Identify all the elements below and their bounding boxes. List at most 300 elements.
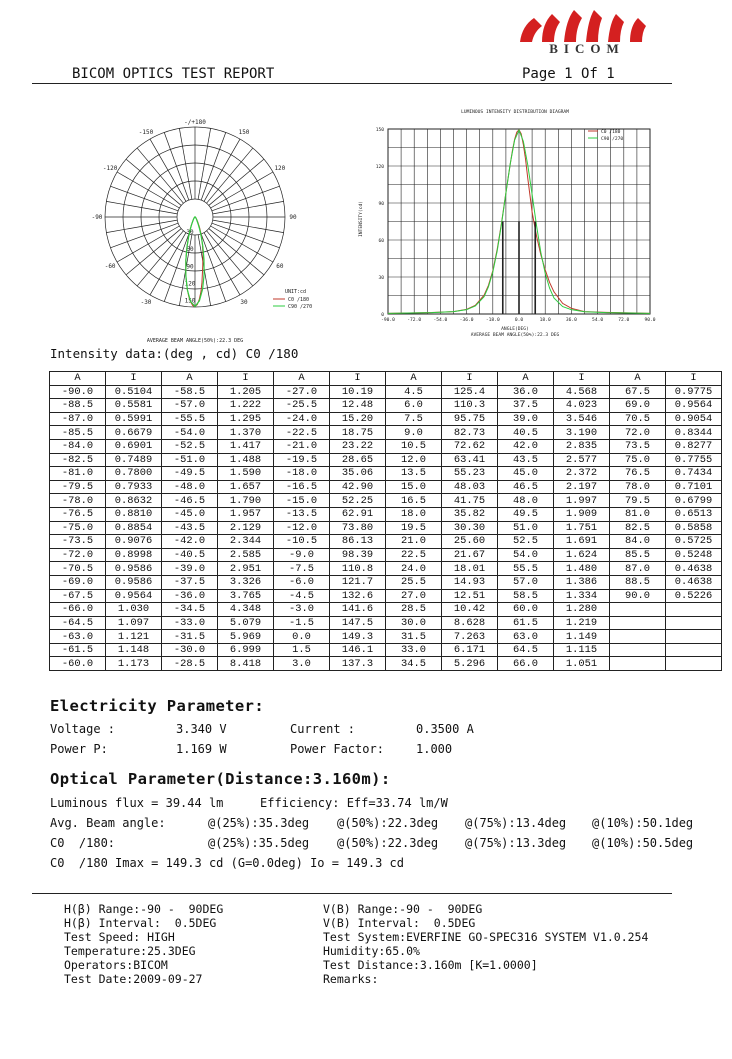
x-tick-label: -18.0 [485,318,500,323]
table-cell: 1.386 [554,575,610,589]
table-cell: 0.5858 [666,521,722,535]
table-cell: 1.121 [106,630,162,644]
table-cell: 2.835 [554,439,610,453]
table-cell [610,603,666,617]
table-cell [666,643,722,657]
table-cell: -15.0 [274,494,330,508]
chart-caption: AVERAGE BEAM ANGLE(50%):22.3 DEG [470,333,560,338]
c0-beam-50: @(50%):22.3deg [337,836,439,850]
table-cell: -58.5 [162,385,218,399]
table-cell: 6.999 [218,643,274,657]
table-cell: 1.115 [554,643,610,657]
table-cell: -46.5 [162,494,218,508]
polar-angle-label: -120 [102,165,118,172]
x-tick-label: 18.0 [539,318,551,323]
table-cell: 0.5725 [666,535,722,549]
table-cell: 4.348 [218,603,274,617]
test-distance: Test Distance:3.160m [K=1.0000] [323,958,538,972]
table-cell: 48.03 [442,480,498,494]
table-cell: 35.06 [330,467,386,481]
current-label: Current : [290,722,356,736]
table-cell: -24.0 [274,412,330,426]
table-cell: 15.0 [386,480,442,494]
table-cell: 1.051 [554,657,610,671]
table-cell: 1.624 [554,548,610,562]
table-cell: 78.0 [610,480,666,494]
table-cell: 64.5 [498,643,554,657]
x-tick-label: -90.0 [381,318,395,323]
table-cell: 84.0 [610,535,666,549]
table-cell: -61.5 [50,643,106,657]
table-cell: 0.7489 [106,453,162,467]
table-cell: 0.5248 [666,548,722,562]
table-cell: 5.296 [442,657,498,671]
table-cell: 0.9586 [106,562,162,576]
table-cell: 1.149 [554,630,610,644]
table-cell: -48.0 [162,480,218,494]
table-cell: 37.5 [498,399,554,413]
v-interval: V(B) Interval: 0.5DEG [323,916,476,930]
table-header: A [274,372,330,386]
table-cell: 86.13 [330,535,386,549]
table-cell: 5.079 [218,616,274,630]
table-cell: 30.30 [442,521,498,535]
table-cell: -78.0 [50,494,106,508]
footer-divider [32,893,672,894]
table-cell: -34.5 [162,603,218,617]
polar-radial-label: 150 [184,297,196,305]
table-cell: 1.205 [218,385,274,399]
chart-title: LUMINOUS INTENSITY DISTRIBUTION DIAGRAM [461,110,569,115]
table-cell: 25.5 [386,575,442,589]
table-cell: -63.0 [50,630,106,644]
report-title: BICOM OPTICS TEST REPORT [72,66,275,82]
h-interval: H(β) Interval: 0.5DEG [64,916,217,930]
table-row [50,657,722,671]
table-cell: -30.0 [162,643,218,657]
polar-angle-label: -150 [138,129,154,137]
table-cell: 0.4638 [666,562,722,576]
table-cell: 69.0 [610,399,666,413]
table-cell: 0.9564 [106,589,162,603]
table-cell: 1.295 [218,412,274,426]
x-tick-label: 0.0 [514,318,524,323]
table-row [50,603,722,617]
table-cell: -82.5 [50,453,106,467]
power-factor-label: Power Factor: [290,742,384,756]
table-cell: 63.41 [442,453,498,467]
table-cell: 14.93 [442,575,498,589]
table-cell: -12.0 [274,521,330,535]
polar-angle-label: 150 [238,129,250,137]
table-cell: -87.0 [50,412,106,426]
x-tick-label: -54.0 [433,318,448,323]
table-cell: 137.3 [330,657,386,671]
table-cell: 43.5 [498,453,554,467]
table-cell: 9.0 [386,426,442,440]
v-range: V(B) Range:-90 - 90DEG [323,902,483,916]
table-row [50,575,722,589]
table-cell: 0.7933 [106,480,162,494]
table-cell: -40.5 [162,548,218,562]
table-cell: 1.370 [218,426,274,440]
table-cell [666,657,722,671]
table-cell: -37.5 [162,575,218,589]
table-cell: 2.585 [218,548,274,562]
table-cell: 141.6 [330,603,386,617]
table-header: I [666,372,722,386]
polar-angle-label: 120 [274,165,286,172]
table-cell: 82.73 [442,426,498,440]
chart-ylabel: INTENSITY(cd) [359,201,364,237]
table-cell: 110.3 [442,399,498,413]
table-cell: 42.90 [330,480,386,494]
table-cell: -57.0 [162,399,218,413]
table-cell: 1.334 [554,589,610,603]
intensity-chart [350,104,660,340]
table-cell: 31.5 [386,630,442,644]
table-cell: 63.0 [498,630,554,644]
table-row [50,616,722,630]
table-header: A [498,372,554,386]
table-cell: 0.6799 [666,494,722,508]
table-cell: -64.5 [50,616,106,630]
table-row [50,521,722,535]
table-cell: 95.75 [442,412,498,426]
polar-diagram [91,104,335,354]
table-cell: -69.0 [50,575,106,589]
table-cell: -10.5 [274,535,330,549]
table-cell: 54.0 [498,548,554,562]
table-cell: 72.62 [442,439,498,453]
table-cell: 1.590 [218,467,274,481]
table-cell: 15.20 [330,412,386,426]
table-cell: 2.344 [218,535,274,549]
table-header: I [442,372,498,386]
table-cell: -85.5 [50,426,106,440]
table-cell: 18.75 [330,426,386,440]
table-cell: 58.5 [498,589,554,603]
table-row [50,630,722,644]
table-cell: 0.7755 [666,453,722,467]
table-row [50,494,722,508]
table-cell: 22.5 [386,548,442,562]
table-cell: 16.5 [386,494,442,508]
table-cell: 1.5 [274,643,330,657]
table-row [50,535,722,549]
polar-radial-label: 120 [184,280,196,288]
power-label: Power P: [50,742,108,756]
table-cell: 24.0 [386,562,442,576]
table-header: A [386,372,442,386]
table-cell: 0.8344 [666,426,722,440]
test-speed: Test Speed: HIGH [64,930,175,944]
table-cell: 39.0 [498,412,554,426]
table-cell: 0.6901 [106,439,162,453]
beam-25: @(25%):35.3deg [208,816,310,830]
table-cell [610,616,666,630]
table-cell: 40.5 [498,426,554,440]
x-tick-label: 36.0 [565,318,577,323]
y-tick-label: 30 [378,276,384,281]
table-cell: 23.22 [330,439,386,453]
table-cell: 0.8632 [106,494,162,508]
table-cell: 0.5991 [106,412,162,426]
table-row [50,439,722,453]
polar-angle-label: 30 [240,298,248,306]
table-row [50,385,722,399]
c0-beam-10: @(10%):50.5deg [592,836,694,850]
table-cell: 2.951 [218,562,274,576]
table-cell: 1.219 [554,616,610,630]
table-row [50,453,722,467]
table-cell: 25.60 [442,535,498,549]
beam-10: @(10%):50.1deg [592,816,694,830]
table-cell: -49.5 [162,467,218,481]
chart-legend-c0: C0 /180 [601,130,621,135]
table-cell: 10.42 [442,603,498,617]
table-cell: -54.0 [162,426,218,440]
table-cell: 33.0 [386,643,442,657]
table-cell: 21.0 [386,535,442,549]
table-cell: 45.0 [498,467,554,481]
table-cell [666,603,722,617]
table-header: I [330,372,386,386]
table-cell: 36.0 [498,385,554,399]
y-tick-label: 120 [375,165,384,170]
table-cell: 3.546 [554,412,610,426]
voltage-label: Voltage : [50,722,116,736]
polar-angle-label: 90 [289,214,297,221]
table-cell: -13.5 [274,507,330,521]
table-cell: 1.691 [554,535,610,549]
table-cell: -4.5 [274,589,330,603]
table-cell: 1.222 [218,399,274,413]
table-cell [666,616,722,630]
table-cell: -16.5 [274,480,330,494]
x-tick-label: -36.0 [459,318,474,323]
table-cell: 55.5 [498,562,554,576]
table-cell: -90.0 [50,385,106,399]
efficiency: Efficiency: Eff=33.74 lm/W [260,796,448,810]
table-cell: 4.5 [386,385,442,399]
table-cell: 1.173 [106,657,162,671]
table-cell: 4.023 [554,399,610,413]
table-cell: 85.5 [610,548,666,562]
table-cell: 62.91 [330,507,386,521]
logo-text: BICOM [549,41,625,56]
table-cell: 48.0 [498,494,554,508]
power-value: 1.169 W [176,742,227,756]
x-tick-label: 72.0 [618,318,630,323]
table-cell: -76.5 [50,507,106,521]
c0-beam-25: @(25%):35.5deg [208,836,310,850]
beam-angle-label: Avg. Beam angle: [50,816,166,830]
table-row [50,507,722,521]
table-cell: 2.372 [554,467,610,481]
table-header: A [162,372,218,386]
table-row [50,589,722,603]
table-cell: -88.5 [50,399,106,413]
table-cell: 5.969 [218,630,274,644]
table-cell: -73.5 [50,535,106,549]
table-cell: -9.0 [274,548,330,562]
table-cell: 0.9775 [666,385,722,399]
table-cell: 30.0 [386,616,442,630]
table-cell: -31.5 [162,630,218,644]
table-cell: 79.5 [610,494,666,508]
table-cell: 0.5581 [106,399,162,413]
table-cell [610,630,666,644]
table-cell: 19.5 [386,521,442,535]
polar-legend-c0: C0 /180 [288,297,310,303]
test-system: Test System:EVERFINE GO-SPEC316 SYSTEM V1.0.254 [323,930,649,944]
bicom-logo [512,6,662,56]
table-header: A [610,372,666,386]
luminous-flux: Luminous flux = 39.44 lm [50,796,224,810]
table-cell: 0.8277 [666,439,722,453]
table-cell: 0.7434 [666,467,722,481]
table-cell: 6.0 [386,399,442,413]
table-cell: 3.190 [554,426,610,440]
table-cell: 1.909 [554,507,610,521]
h-range: H(β) Range:-90 - 90DEG [64,902,224,916]
table-cell: 60.0 [498,603,554,617]
electricity-title: Electricity Parameter: [50,697,265,715]
table-cell: 0.6679 [106,426,162,440]
table-cell: 76.5 [610,467,666,481]
table-row [50,562,722,576]
table-cell: 10.5 [386,439,442,453]
table-row [50,480,722,494]
table-cell: -84.0 [50,439,106,453]
table-cell: 51.0 [498,521,554,535]
table-cell: -81.0 [50,467,106,481]
table-cell: 125.4 [442,385,498,399]
test-date: Test Date:2009-09-27 [64,972,203,986]
table-cell: 1.957 [218,507,274,521]
table-cell: 66.0 [498,657,554,671]
table-cell: 98.39 [330,548,386,562]
table-cell: 0.7101 [666,480,722,494]
polar-angle-label: 60 [276,263,284,270]
table-cell: 3.326 [218,575,274,589]
table-cell: -67.5 [50,589,106,603]
table-cell: 0.0 [274,630,330,644]
table-cell: 73.5 [610,439,666,453]
polar-radial-label: 30 [186,229,194,237]
table-cell: 0.9564 [666,399,722,413]
table-cell: -25.5 [274,399,330,413]
table-cell: 0.9586 [106,575,162,589]
c0-beam-label: C0 /180: [50,836,116,850]
table-cell: 87.0 [610,562,666,576]
table-cell: 57.0 [498,575,554,589]
table-cell [610,657,666,671]
table-cell: -45.0 [162,507,218,521]
table-cell: 12.48 [330,399,386,413]
table-cell: 2.129 [218,521,274,535]
table-cell: 42.0 [498,439,554,453]
x-tick-label: 90.0 [644,318,656,323]
table-cell: 27.0 [386,589,442,603]
table-cell: 0.8854 [106,521,162,535]
table-cell: -42.0 [162,535,218,549]
intensity-data-label: Intensity data:(deg , cd) C0 /180 [50,346,299,361]
table-cell: 3.765 [218,589,274,603]
c0-beam-75: @(75%):13.3deg [465,836,567,850]
table-cell: -79.5 [50,480,106,494]
table-cell: 149.3 [330,630,386,644]
polar-angle-label: -60 [104,263,116,270]
table-header: I [106,372,162,386]
table-cell: 0.7800 [106,467,162,481]
table-cell: 46.5 [498,480,554,494]
table-cell: 70.5 [610,412,666,426]
table-cell: 34.5 [386,657,442,671]
beam-50: @(50%):22.3deg [337,816,439,830]
table-cell: -22.5 [274,426,330,440]
table-cell: 81.0 [610,507,666,521]
table-cell: 8.628 [442,616,498,630]
table-cell: 1.751 [554,521,610,535]
table-row [50,399,722,413]
table-cell: 8.418 [218,657,274,671]
table-cell: 0.4638 [666,575,722,589]
table-cell: 28.5 [386,603,442,617]
x-tick-label: -72.0 [407,318,422,323]
table-row [50,467,722,481]
table-cell: -18.0 [274,467,330,481]
table-cell: 147.5 [330,616,386,630]
table-cell: 21.67 [442,548,498,562]
table-cell: 6.171 [442,643,498,657]
table-row [50,412,722,426]
beam-75: @(75%):13.4deg [465,816,567,830]
table-cell: 7.263 [442,630,498,644]
table-cell: 1.097 [106,616,162,630]
table-cell: 1.997 [554,494,610,508]
table-cell: 55.23 [442,467,498,481]
table-header: I [554,372,610,386]
y-tick-label: 60 [378,239,384,244]
table-cell: -72.0 [50,548,106,562]
table-cell: 73.80 [330,521,386,535]
table-cell: 52.5 [498,535,554,549]
table-cell: -1.5 [274,616,330,630]
voltage-value: 3.340 V [176,722,227,736]
table-cell: 1.657 [218,480,274,494]
table-cell [666,630,722,644]
table-cell: -28.5 [162,657,218,671]
table-cell: 18.01 [442,562,498,576]
intensity-table [49,371,722,671]
polar-legend-c90: C90 /270 [288,304,313,310]
table-cell: 0.8810 [106,507,162,521]
table-cell: 1.148 [106,643,162,657]
imax-line: C0 /180 Imax = 149.3 cd (G=0.0deg) Io = 149.3 cd [50,856,405,870]
remarks: Remarks: [323,972,379,986]
table-cell: 13.5 [386,467,442,481]
optical-title: Optical Parameter(Distance:3.160m): [50,770,391,788]
table-cell: 82.5 [610,521,666,535]
table-cell: 2.577 [554,453,610,467]
table-cell: 61.5 [498,616,554,630]
y-tick-label: 0 [381,313,384,318]
humidity: Humidity:65.0% [323,944,420,958]
y-tick-label: 90 [378,202,384,207]
table-cell: -7.5 [274,562,330,576]
